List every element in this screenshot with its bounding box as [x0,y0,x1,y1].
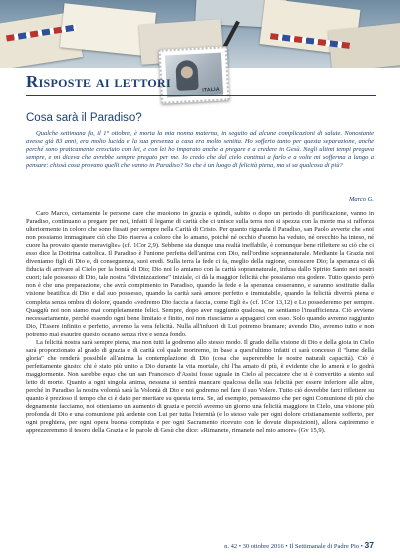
page-footer [224,540,374,550]
page-number: 37 [364,540,374,550]
section-title: Risposte ai lettori [26,72,171,91]
editor-reply [26,210,374,435]
issue-info: n. 42 • 30 ottobre 2016 • Il Settimanale di Padre Pio • [224,543,363,550]
article-title: Cosa sarà il Paradiso? [26,112,142,124]
letter-signature: Marco G. [348,196,374,203]
stamp-country-label: ITALIA [202,86,220,94]
section-divider [26,95,376,96]
reply-paragraph-2: La felicità nostra sarà sempre piena, ma non tutti la godremo allo stesso modo. Il grado della visione di Dio e della gioia in Cielo sarà proporzionato al grado di grazia e di carità col quale moriremo, in base a quest'ultimo infatti ci sarà concesso il "lume della gloria" che renderà possibile all'anima la contemplazione di Dio (cosa che supererebbe le nostre naturali capacità). Ciò è perfettamente giusto: chi è stato più unito a Dio durante la vita mortale, chi l'ha amato di più, è evidente che lo amerà e lo godrà maggiormente. Non sarebbe equo che un san Francesco d'Assisi fosse uguale in Cielo al peccatore che si è convertito a stento sul letto di morte. Quanto a ogni singola anima, nessuna si sentirà mancare qualcosa della sua felicità per essere inferiore alle altre, perché in Paradiso la nostra volontà sarà la Volontà di Dio e noi godremo nel fare il suo Volere. Tutto ciò dovrebbe farci riflettere su quanto è prezioso il tempo che ci è dato per meritare su questa terra. Se, ad esempio, pensassimo che per ogni Comunione di più che degnamente facciamo, noi otteniamo un aumento di grazia e perciò avremo un giorno una felicità maggiore in Cielo, una visione più profonda di Dio e una comunione più ardente con Lui per tutta l'eternità (e lo stesso vale per ogni dolore cristianamente sofferto, per ogni preghiera, per ogni opera buona compiuta e per ogni Sacramento ricevuto con le dovute disposizioni), allora capiremmo e apprezzeremmo il tesoro della Grazia e le parole di Gesù che dice: «Rimanete, rimanete nel mio amore» (Gv 15,9). [26,338,374,435]
reader-letter: Qualche settimana fa, il 1° ottobre, è morta la mia nonna materna, in seguito ad alcune complicazioni di salute. Nonostante avesse già 83 anni, era molto lucida e la sua presenza a casa era molto sentita. Ho sofferto tanto per questa separazione, anche perché sono praticamente cresciuto con lei, e con lei ho imparato anche a pregare e a credere in Gesù. Negli ultimi tempi pregava sempre, e mi diceva che avrebbe sempre pregato per me. Io credo che dal cielo continui a farlo e a volte mi sofferma a lungo a pensare: chissà cosa provano quelli che vanno in Paradiso? So che è un luogo di felicità piena, ma si sa qualcosa di più? [26,130,374,170]
stamp-portrait [165,53,223,98]
reply-paragraph-1: Caro Marco, certamente le persone care che muoiono in grazia e quindi, subito o dopo un periodo di purificazione, vanno in Paradiso, continuano a pregare per noi, infatti il legame di carità che ci unisce sulla terra non si spezza con la morte ma si rafforza ulteriormente in coloro che sono fissati per sempre nella Carità di Cristo. Per quanto riguarda il Paradiso, san Paolo avverte che «noi non possiamo immaginare ciò che Dio riserva a coloro che lo amano, poiché né occhio d'uomo ha veduto, né orecchio ha inteso, né cuore ha provato queste meraviglie» (cf. 1Cor 2,9). Sebbene sia dunque una realtà ineffabile, è comunque bene riflettere su ciò che ci esso dice la Dottrina cattolica. Il Paradiso è l'unione perfetta dell'anima con Dio, nell'ordine soprannaturale. Mediante la Grazia noi diveniamo figli di Dio e, di conseguenza, suoi eredi. Sulla terra la fede ci fa, meglio della ragione, conoscere Dio; la speranza ci dà fiducia di arrivare al Cielo per la bontà di Dio; Dio noi lo amiamo con la carità soprannaturale, infusa dallo Spirito Santo nei nostri cuori; tale possesso di Dio, tale nostra "divinizzazione" iniziale, ci dà la maggior felicità che possiamo ora godere. Tutto questo però non è che una preparazione, che avrà compimento in Paradiso, quando la fede e la speranza cesseranno, e saranno sostituite dalla visione beatifica di Dio e dal suo possesso, quando la carità sarà amore perfetto e immutabile, quando la felicità diverrà piena e completa senza ombra di dolore, quando «vedremo Dio faccia a faccia, come Egli è» (cf. 1Cor 13,12) e Lo possederemo per sempre. Quaggiù noi non siamo mai completamente felici. Sempre, dopo aver raggiunto qualcosa, ne sentiamo l'insufficienza. Ciò avviene necessariamente, perché essendo ogni bene limitato e finito, noi non riusciamo a appagarci con esso. Solo quando avremo raggiunto Dio, l'Essere infinito e perfetto, avremo la vera felicità. Nulla all'infuori di Lui potremo bramare; avendo Dio, avremo tutto e non potremo mai esaurire questo oceano senza rive e senza fondo. [26,210,374,338]
stamp-figure [175,60,199,91]
